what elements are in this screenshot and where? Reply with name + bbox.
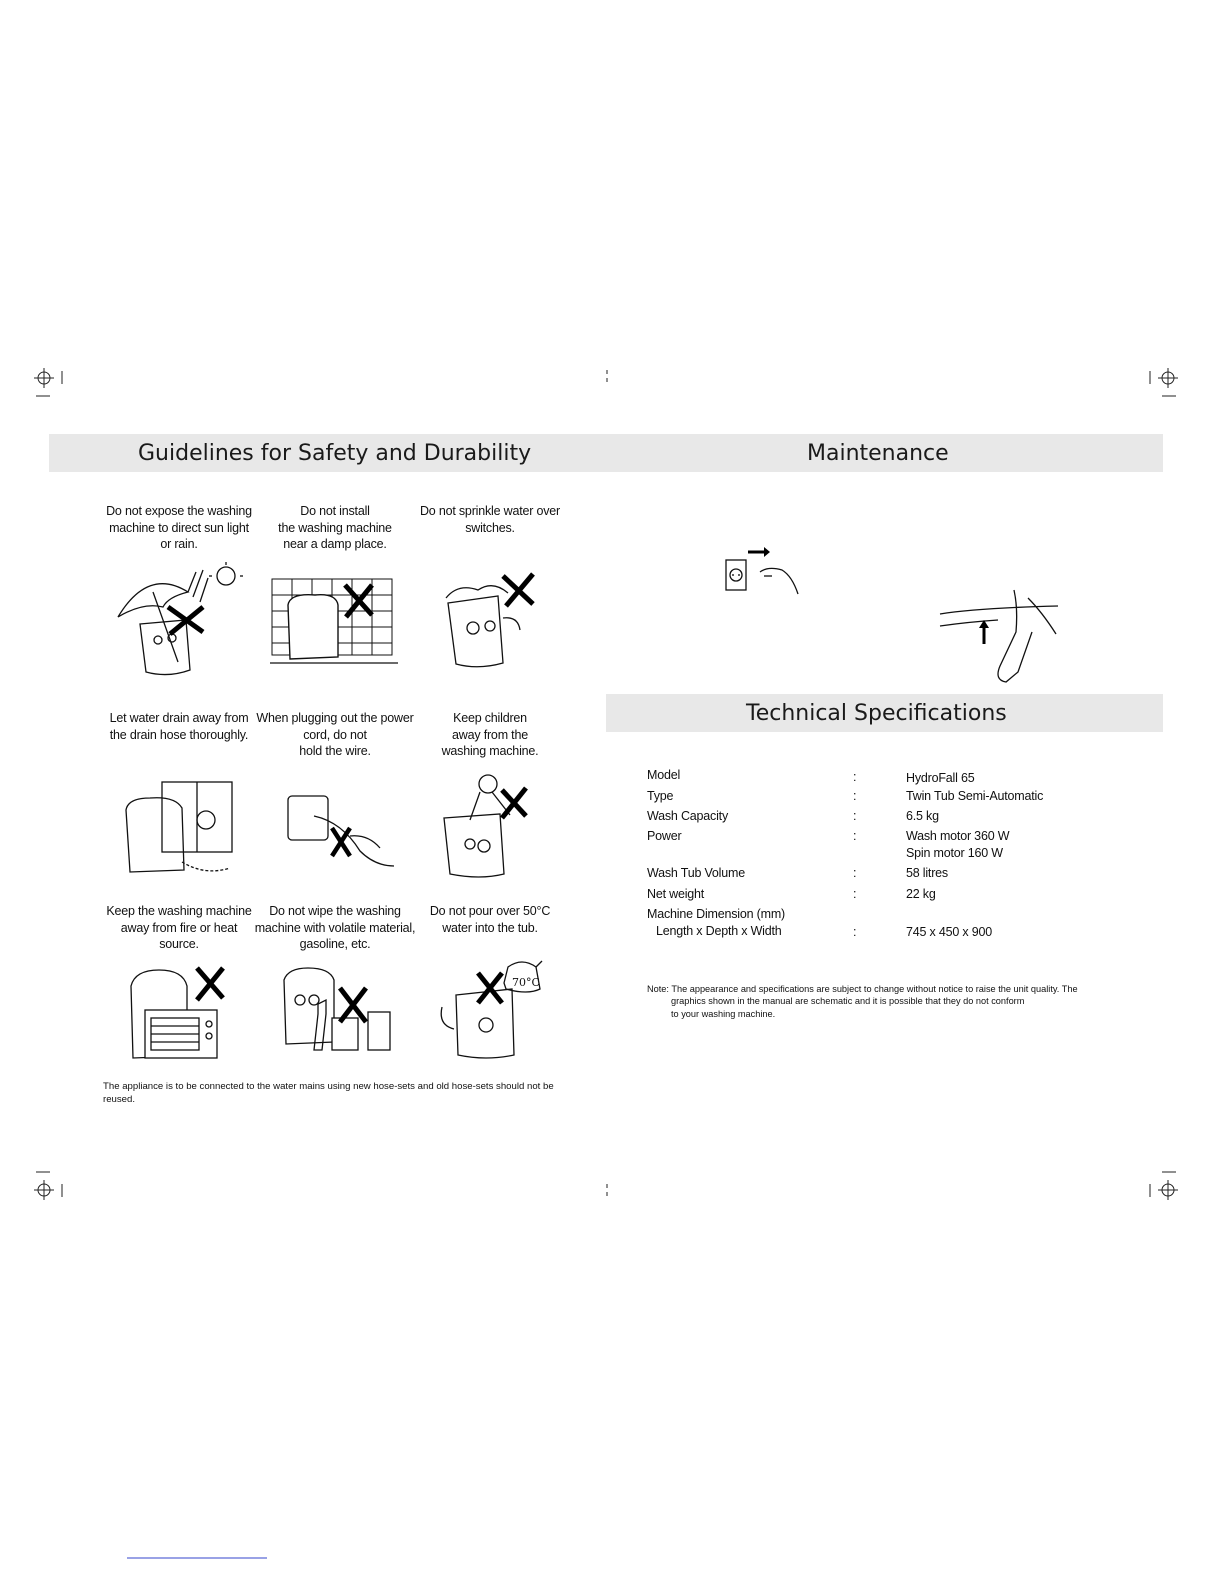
guideline-caption-8: Do not wipe the washing machine with volatile material, gasoline, etc. — [254, 904, 416, 951]
arrow-up-icon — [979, 620, 989, 644]
spec-value-wash-motor: Wash motor 360 W — [906, 829, 1010, 843]
guideline-caption-6: Keep children away from the washing machine. — [441, 711, 539, 758]
guideline-caption-3: Do not sprinkle water over switches. — [419, 504, 560, 535]
lift-lid-illustration — [938, 582, 1062, 686]
spec-value-net-weight: 22 kg — [906, 887, 936, 901]
spec-value-type: Twin Tub Semi-Automatic — [906, 789, 1044, 803]
drain-hose-illustration — [120, 780, 240, 880]
guideline-caption-2: Do not install the washing machine near a damp place. — [278, 504, 392, 551]
prohibited-x-icon — [340, 988, 366, 1022]
spec-label-net-weight: Net weight — [647, 887, 705, 901]
safety-banner — [49, 434, 606, 472]
spec-value-model: HydroFall 65 — [906, 771, 975, 785]
power-cord-illustration — [270, 776, 400, 876]
guideline-caption-7: Keep the washing machine away from fire or heat source. — [106, 904, 252, 951]
volatile-material-illustration — [278, 964, 398, 1054]
unplug-illustration — [720, 546, 810, 606]
water-sprinkle-illustration — [438, 568, 543, 673]
children-illustration — [440, 770, 540, 880]
spec-sep-power: : — [853, 829, 857, 843]
spec-label-model: Model — [647, 768, 681, 782]
prohibited-x-icon — [332, 828, 350, 856]
spec-sep-net-weight: : — [853, 887, 857, 901]
prohibited-x-icon — [503, 574, 533, 606]
spec-label-type: Type — [647, 789, 674, 803]
prohibited-x-icon — [345, 585, 372, 617]
guideline-caption-5: When plugging out the power cord, do not hold the wire. — [256, 711, 414, 758]
spec-label-lxdxw: Length x Depth x Width — [656, 924, 782, 938]
temp-label: 70°C — [512, 976, 540, 989]
sun-rain-illustration — [108, 562, 248, 682]
maintenance-banner — [606, 434, 1163, 472]
maintenance-title: Maintenance — [807, 440, 949, 466]
spec-note: Note: The appearance and specifications are subject to change without notice to raise the unit quality. The graphics shown in the manual are schematic and it is possible that they do not conform to your washing machine. — [647, 984, 1078, 1019]
spec-value-capacity: 6.5 kg — [906, 809, 939, 823]
spec-label-tub-volume: Wash Tub Volume — [647, 866, 745, 880]
spec-sep-dimension: : — [853, 925, 857, 939]
specs-banner — [606, 694, 1163, 732]
spec-label-dimension: Machine Dimension (mm) — [647, 907, 785, 921]
heat-source-illustration — [125, 964, 245, 1064]
guideline-caption-1: Do not expose the washing machine to direct sun light or rain. — [106, 504, 252, 551]
spec-sep-model: : — [853, 770, 857, 784]
spec-sep-type: : — [853, 789, 857, 803]
damp-place-illustration — [270, 575, 400, 667]
spec-label-power: Power — [647, 829, 682, 843]
spec-value-spin-motor: Spin motor 160 W — [906, 846, 1003, 860]
hose-footnote: The appliance is to be connected to the water mains using new hose-sets and old hose-sets should not be reused. — [103, 1081, 554, 1105]
spec-value-tub-volume: 58 litres — [906, 866, 948, 880]
specs-title: Technical Specifications — [746, 700, 1007, 726]
hot-water-illustration — [436, 955, 546, 1065]
prohibited-x-icon — [478, 973, 502, 1003]
guideline-caption-9: Do not pour over 50°C water into the tub. — [429, 904, 551, 935]
spec-label-capacity: Wash Capacity — [647, 809, 728, 823]
safety-title: Guidelines for Safety and Durability — [138, 440, 532, 466]
spec-sep-tub-volume: : — [853, 866, 857, 880]
prohibited-x-icon — [502, 788, 526, 818]
arrow-right-icon — [748, 547, 770, 557]
spec-value-dimension: 745 x 450 x 900 — [906, 925, 992, 939]
spec-sep-capacity: : — [853, 809, 857, 823]
prohibited-x-icon — [197, 968, 223, 1000]
guideline-caption-4: Let water drain away from the drain hose thoroughly. — [109, 711, 249, 742]
